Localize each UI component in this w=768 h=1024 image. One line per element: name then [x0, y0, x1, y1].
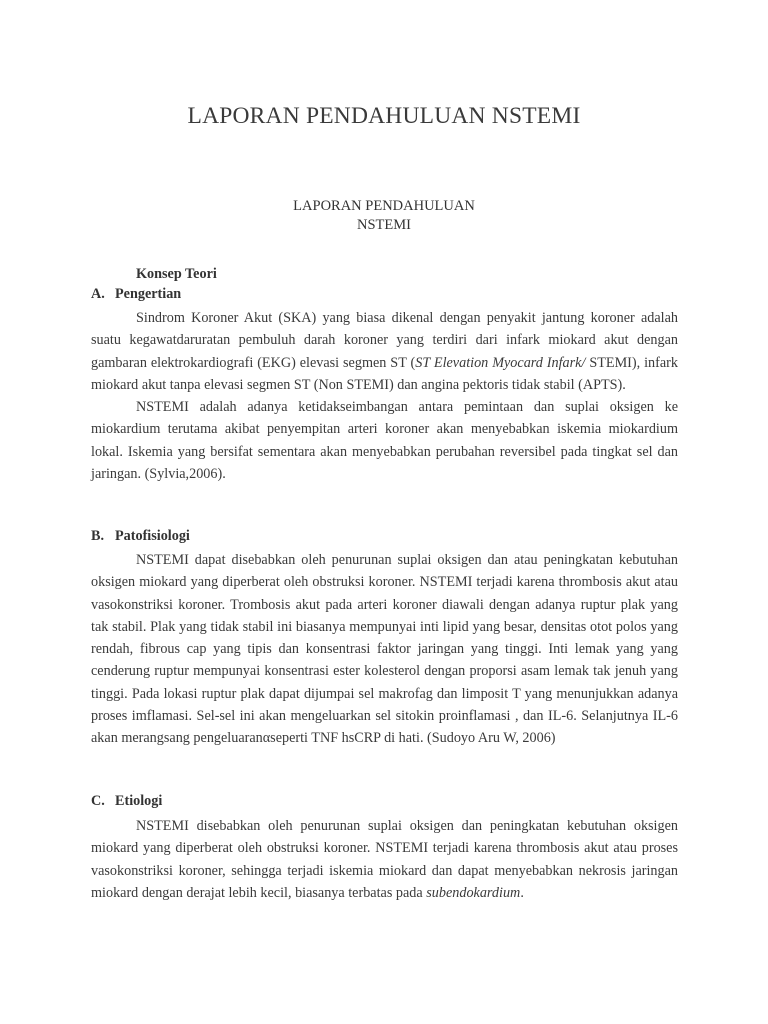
document-title: LAPORAN PENDAHULUAN NSTEMI: [187, 103, 581, 129]
section-b-body: [91, 549, 678, 750]
konsep-teori-label: Konsep Teori: [136, 266, 217, 282]
section-a-letter: A.: [91, 286, 105, 302]
section-a-p1-italic: ST Elevation Myocard Infark/: [415, 354, 586, 371]
section-a-heading: [91, 286, 181, 303]
section-c-p1-text: NSTEMI disebabkan oleh penurunan suplai oksigen dan peningkatan kebutuhan oksigen miokard yang diperberat oleh obstruksi koroner. NSTEMI terjadi karena thrombosis akut atau proses vasokonstriksi koroner, sehingga terjadi iskemia miokard dan dapat menyebabkan nekrosis jaringan miokard dengan derajat lebih kecil, biasanya terbatas pada: [91, 818, 678, 901]
section-b-heading: [91, 528, 190, 545]
subtitle-line-1: LAPORAN PENDAHULUAN: [293, 198, 475, 214]
section-a-body: [91, 307, 678, 485]
section-c-title: Etiologi: [115, 793, 163, 809]
section-a-p1-text: Sindrom Koroner Akut (SKA) yang biasa dikenal dengan penyakit jantung koroner adalah suatu kegawatdaruratan pembuluh darah koroner yang terdiri dari infark miokard akut dengan gambaran elektrokardiografi (EKG) elevasi segmen ST (: [91, 310, 678, 371]
section-c-p1-text-end: .: [520, 884, 524, 901]
section-c-letter: C.: [91, 793, 105, 809]
section-a-title: Pengertian: [115, 286, 182, 302]
section-c-heading: [91, 793, 162, 810]
section-c-body: [91, 815, 678, 904]
section-b-letter: B.: [91, 528, 105, 544]
section-b-title: Patofisiologi: [115, 528, 190, 544]
section-c-p1-italic: subendokardium: [426, 884, 521, 901]
section-a-paragraph-1: [91, 307, 678, 396]
section-c-paragraph-1: [91, 815, 678, 904]
document-subtitle: [0, 197, 768, 235]
section-b-paragraph-1: NSTEMI dapat disebabkan oleh penurunan suplai oksigen dan atau peningkatan kebutuhan oksigen miokard yang diperberat oleh obstruksi koroner. NSTEMI terjadi karena thrombosis akut atau vasokonstriksi koroner. Trombosis akut pada arteri koroner diawali dengan adanya ruptur plak yang tak stabil. Plak yang tidak stabil ini biasanya mempunyai inti lipid yang besar, densitas otot polos yang rendah, fibrous cap yang tipis dan konsentrasi faktor jaringan yang tinggi. Inti lemak yang yang cenderung ruptur mempunyai konsentrasi ester kolesterol dengan proporsi asam lemak tak jenuh yang tinggi. Pada lokasi ruptur plak dapat dijumpai sel makrofag dan limposit T yang menunjukkan adanya proses imflamasi. Sel-sel ini akan mengeluarkan sel sitokin proinflamasi , dan IL-6. Selanjutnya IL-6 akan merangsang pengeluaranαseperti TNF hsCRP di hati. (Sudoyo Aru W, 2006): [91, 552, 678, 747]
section-a-paragraph-2: NSTEMI adalah adanya ketidakseimbangan antara pemintaan dan suplai oksigen ke miokardium terutama akibat penyempitan arteri koroner akan menyebabkan iskemia miokardium lokal. Iskemia yang bersifat sementara akan menyebabkan perubahan reversibel pada tingkat sel dan jaringan. (Sylvia,2006).: [91, 399, 678, 483]
section-a-p1-text-end: STEMI), infark miokard akut tanpa elevasi segmen ST (Non STEMI) dan angina pektoris tidak stabil (APTS).: [91, 354, 678, 393]
subtitle-line-2: NSTEMI: [357, 217, 411, 233]
